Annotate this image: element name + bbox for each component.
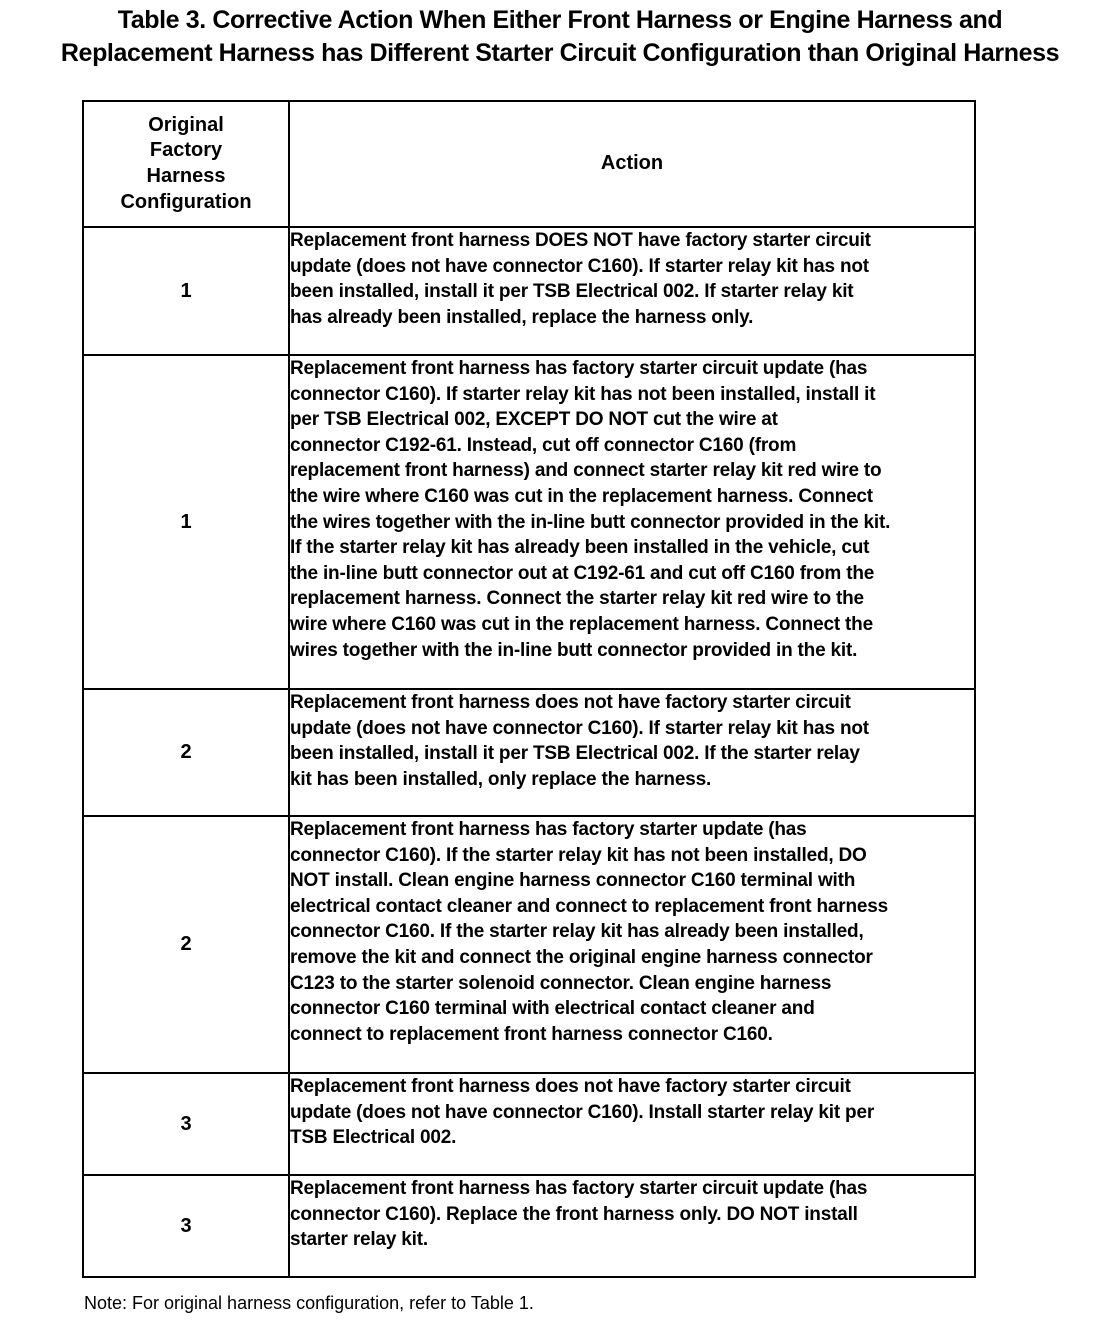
action-line: the wire where C160 was cut in the replacement harness. Connect — [290, 485, 873, 507]
action-line: NOT install. Clean engine harness connector C160 terminal with — [290, 870, 856, 892]
action-cell — [289, 816, 975, 1073]
action-line: kit has been installed, only replace the harness. — [290, 768, 712, 790]
action-line: been installed, install it per TSB Electrical 002. If starter relay kit — [290, 281, 854, 303]
table-row — [83, 689, 975, 816]
action-line: Replacement front harness has factory starter circuit update (has — [290, 1178, 868, 1199]
action-line: wires together with the in-line butt connector provided in the kit. — [290, 639, 858, 661]
action-line: been installed, install it per TSB Electrical 002. If the starter relay — [290, 743, 860, 765]
action-line: connector C160). If starter relay kit has not been installed, install it — [290, 383, 876, 405]
corrective-action-table — [82, 100, 976, 1278]
header-config — [83, 101, 289, 227]
action-line: connector C160). If the starter relay kit has not been installed, DO — [290, 844, 867, 866]
header-config-line: Factory — [149, 139, 223, 162]
action-line: per TSB Electrical 002, EXCEPT DO NOT cut the wire at — [290, 409, 778, 431]
title-line-1: Table 3. Corrective Action When Either Front Harness or Engine Harness and — [117, 6, 1003, 34]
action-line: replacement harness. Connect the starter relay kit red wire to the — [290, 588, 864, 610]
table-row — [83, 355, 975, 689]
header-action: Action — [289, 101, 975, 227]
title-line-2: Replacement Harness has Different Starter Circuit Configuration than Original Harness — [60, 39, 1060, 67]
table-row — [83, 1175, 975, 1277]
config-cell: 2 — [83, 816, 289, 1073]
action-line: connector C160 terminal with electrical contact cleaner and — [290, 998, 815, 1020]
action-line: the in-line butt connector out at C192-61 and cut off C160 from the — [290, 562, 875, 584]
action-line: connect to replacement front harness connector C160. — [290, 1023, 773, 1045]
action-cell — [289, 1175, 975, 1277]
action-line: C123 to the starter solenoid connector. Clean engine harness — [290, 972, 832, 994]
table-title — [0, 4, 1120, 70]
action-cell — [289, 227, 975, 355]
footnote: Note: For original harness configuration, refer to Table 1. — [84, 1293, 534, 1313]
table-row — [83, 227, 975, 355]
action-line: starter relay kit. — [290, 1229, 428, 1251]
action-line: TSB Electrical 002. — [290, 1127, 457, 1149]
header-row — [83, 101, 975, 227]
action-cell — [289, 689, 975, 816]
action-line: Replacement front harness has factory starter update (has — [290, 819, 807, 840]
header-config-line: Original — [148, 113, 224, 136]
action-line: connector C192-61. Instead, cut off connector C160 (from — [290, 434, 797, 456]
config-cell: 1 — [83, 227, 289, 355]
config-cell: 3 — [83, 1175, 289, 1277]
action-line: replacement front harness) and connect starter relay kit red wire to — [290, 460, 882, 482]
action-line: has already been installed, replace the harness only. — [290, 306, 754, 328]
table-row — [83, 816, 975, 1073]
action-line: update (does not have connector C160). If starter relay kit has not — [290, 717, 869, 739]
action-line: Replacement front harness does not have factory starter circuit — [290, 692, 851, 713]
action-line: Replacement front harness has factory starter circuit update (has — [290, 358, 868, 379]
table-row — [83, 1073, 975, 1175]
action-line: remove the kit and connect the original engine harness connector — [290, 946, 873, 968]
config-cell: 1 — [83, 355, 289, 689]
config-cell: 3 — [83, 1073, 289, 1175]
header-config-line: Configuration — [120, 190, 252, 213]
action-line: wire where C160 was cut in the replacement harness. Connect the — [290, 613, 873, 635]
action-line: electrical contact cleaner and connect to replacement front harness — [290, 895, 888, 917]
action-cell — [289, 355, 975, 689]
action-line: Replacement front harness DOES NOT have factory starter circuit — [290, 230, 871, 251]
config-cell: 2 — [83, 689, 289, 816]
action-line: connector C160. If the starter relay kit has already been installed, — [290, 921, 864, 943]
header-config-line: Harness — [146, 165, 226, 187]
action-line: Replacement front harness does not have factory starter circuit — [290, 1076, 851, 1097]
action-line: connector C160). Replace the front harness only. DO NOT install — [290, 1203, 858, 1225]
action-line: If the starter relay kit has already been installed in the vehicle, cut — [290, 537, 870, 559]
action-cell — [289, 1073, 975, 1175]
action-line: update (does not have connector C160). Install starter relay kit per — [290, 1101, 875, 1123]
action-line: the wires together with the in-line butt connector provided in the kit. — [290, 511, 891, 533]
action-line: update (does not have connector C160). If starter relay kit has not — [290, 255, 869, 277]
